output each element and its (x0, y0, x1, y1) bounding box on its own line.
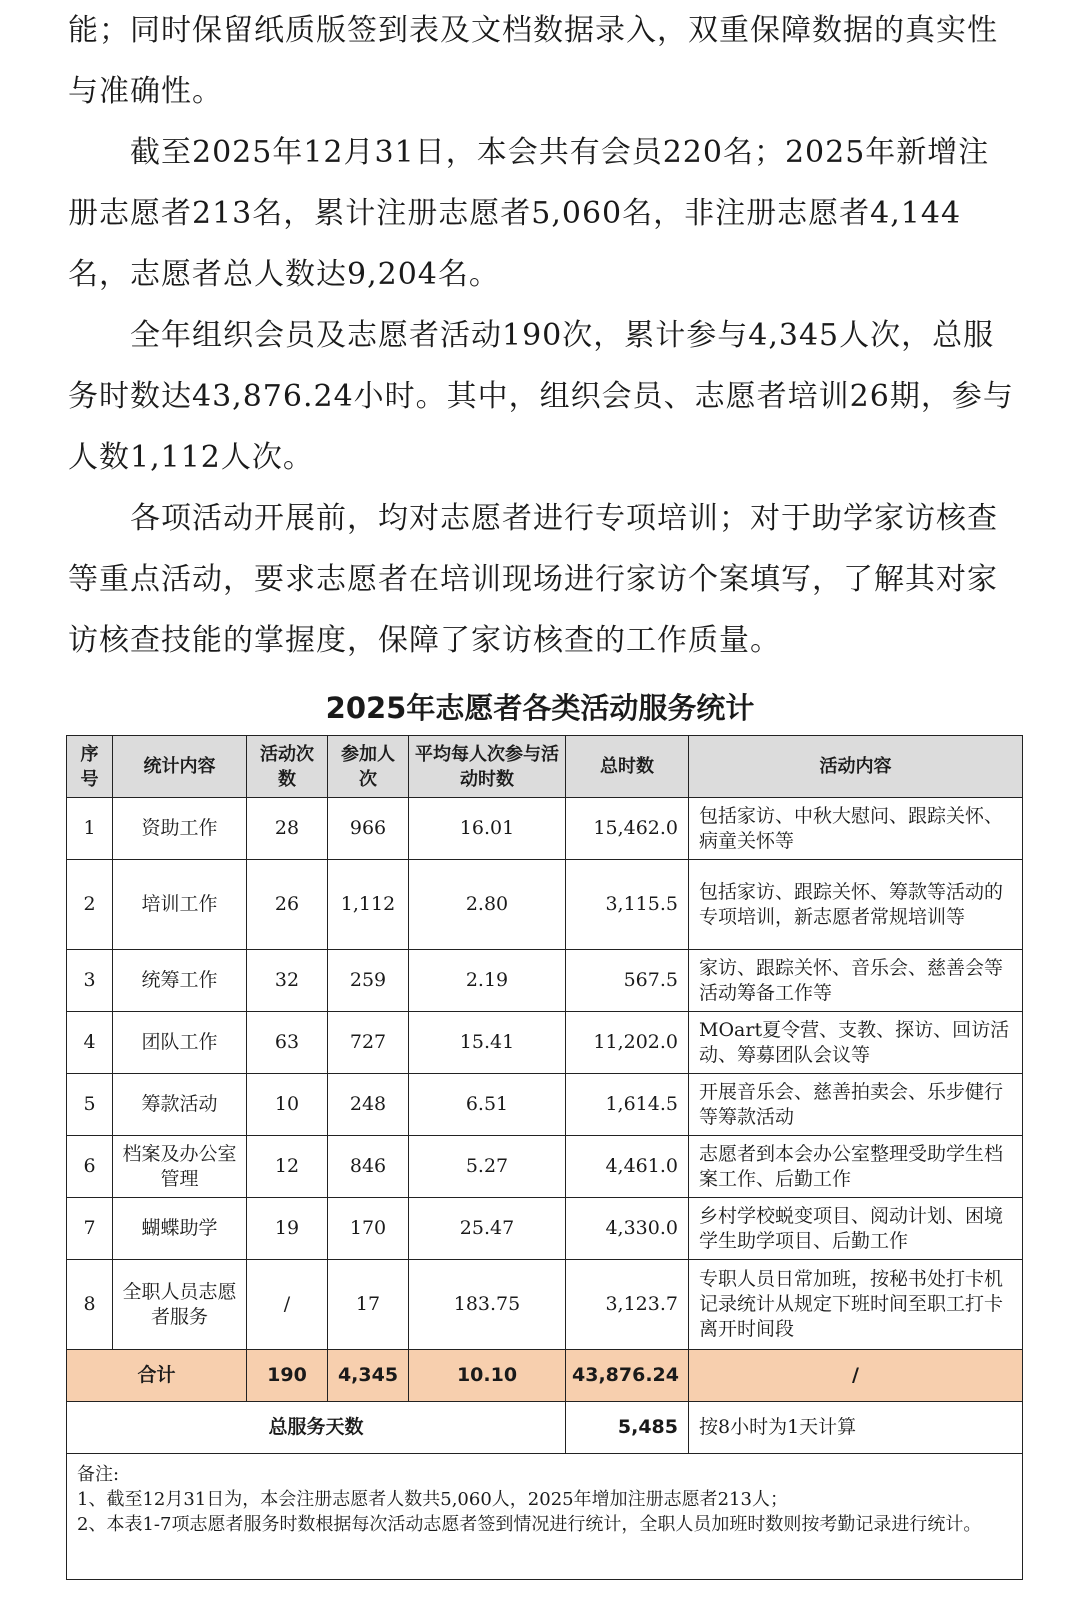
total-hours: 43,876.24 (566, 1350, 689, 1402)
table-title: 2025年志愿者各类活动服务统计 (325, 691, 755, 725)
cell-hours: 4,461.0 (566, 1136, 689, 1198)
total-people: 4,345 (328, 1350, 409, 1402)
cell-hours: 11,202.0 (566, 1012, 689, 1074)
cell-count: 32 (247, 950, 328, 1012)
cell-no: 8 (67, 1260, 113, 1350)
cell-no: 1 (67, 798, 113, 860)
statistics-table (66, 735, 1023, 1580)
cell-avg: 15.41 (409, 1012, 566, 1074)
cell-avg: 25.47 (409, 1198, 566, 1260)
cell-content: 家访、跟踪关怀、音乐会、慈善会等活动筹备工作等 (689, 950, 1023, 1012)
total-count: 190 (247, 1350, 328, 1402)
note-line-2: 2、本表1-7项志愿者服务时数根据每次活动志愿者签到情况进行统计，全职人员加班时数则按考勤记录进行统计。 (77, 1514, 982, 1535)
cell-item: 培训工作 (113, 860, 247, 950)
cell-count: 26 (247, 860, 328, 950)
notes-cell (67, 1454, 1023, 1580)
header-hours: 总时数 (566, 736, 689, 798)
table-header-row (67, 736, 1023, 798)
cell-count: 10 (247, 1074, 328, 1136)
cell-item: 团队工作 (113, 1012, 247, 1074)
table-row (67, 1012, 1023, 1074)
total-content: / (689, 1350, 1023, 1402)
cell-count: / (247, 1260, 328, 1350)
cell-avg: 2.80 (409, 860, 566, 950)
header-count: 活动次数 (247, 736, 328, 798)
cell-item: 筹款活动 (113, 1074, 247, 1136)
cell-people: 727 (328, 1012, 409, 1074)
header-no: 序号 (67, 736, 113, 798)
cell-item: 蝴蝶助学 (113, 1198, 247, 1260)
total-row (67, 1350, 1023, 1402)
table-row (67, 1074, 1023, 1136)
table-row (67, 950, 1023, 1012)
cell-count: 12 (247, 1136, 328, 1198)
note-line-1: 1、截至12月31日为，本会注册志愿者人数共5,060人，2025年增加注册志愿者213人； (77, 1489, 788, 1510)
cell-item: 资助工作 (113, 798, 247, 860)
cell-people: 259 (328, 950, 409, 1012)
cell-no: 5 (67, 1074, 113, 1136)
notes-title: 备注: (77, 1464, 120, 1485)
table-row (67, 860, 1023, 950)
cell-avg: 6.51 (409, 1074, 566, 1136)
cell-hours: 3,123.7 (566, 1260, 689, 1350)
cell-content: 包括家访、中秋大慰问、跟踪关怀、病童关怀等 (689, 798, 1023, 860)
cell-item: 档案及办公室管理 (113, 1136, 247, 1198)
cell-hours: 4,330.0 (566, 1198, 689, 1260)
cell-content: 志愿者到本会办公室整理受助学生档案工作、后勤工作 (689, 1136, 1023, 1198)
service-days-value: 5,485 (566, 1402, 689, 1454)
paragraph-training: 各项活动开展前，均对志愿者进行专项培训；对于助学家访核查等重点活动，要求志愿者在培训现场进行家访个案填写，了解其对家访核查技能的掌握度，保障了家访核查的工作质量。 (68, 501, 998, 658)
cell-content: 开展音乐会、慈善拍卖会、乐步健行等筹款活动 (689, 1074, 1023, 1136)
cell-avg: 5.27 (409, 1136, 566, 1198)
cell-content: 乡村学校蜕变项目、阅动计划、困境学生助学项目、后勤工作 (689, 1198, 1023, 1260)
cell-no: 7 (67, 1198, 113, 1260)
cell-people: 846 (328, 1136, 409, 1198)
cell-content: 专职人员日常加班，按秘书处打卡机记录统计从规定下班时间至职工打卡离开时间段 (689, 1260, 1023, 1350)
table-row (67, 798, 1023, 860)
paragraph-activities: 全年组织会员及志愿者活动190次，累计参与4,345人次，总服务时数达43,876.24小时。其中，组织会员、志愿者培训26期，参与人数1,112人次。 (68, 318, 1014, 475)
cell-avg: 183.75 (409, 1260, 566, 1350)
cell-hours: 3,115.5 (566, 860, 689, 950)
cell-people: 1,112 (328, 860, 409, 950)
cell-no: 2 (67, 860, 113, 950)
cell-count: 28 (247, 798, 328, 860)
total-avg: 10.10 (409, 1350, 566, 1402)
table-row (67, 1136, 1023, 1198)
notes-row (67, 1454, 1023, 1580)
cell-avg: 2.19 (409, 950, 566, 1012)
table-row (67, 1260, 1023, 1350)
header-item: 统计内容 (113, 736, 247, 798)
table-row (67, 1198, 1023, 1260)
cell-no: 3 (67, 950, 113, 1012)
paragraph-continued: 能；同时保留纸质版签到表及文档数据录入，双重保障数据的真实性与准确性。 (68, 13, 998, 109)
cell-content: MOart夏令营、支教、探访、回访活动、筹募团队会议等 (689, 1012, 1023, 1074)
cell-avg: 16.01 (409, 798, 566, 860)
cell-people: 170 (328, 1198, 409, 1260)
service-days-row (67, 1402, 1023, 1454)
cell-no: 4 (67, 1012, 113, 1074)
header-content: 活动内容 (689, 736, 1023, 798)
cell-count: 19 (247, 1198, 328, 1260)
cell-count: 63 (247, 1012, 328, 1074)
cell-item: 统筹工作 (113, 950, 247, 1012)
cell-people: 966 (328, 798, 409, 860)
cell-content: 包括家访、跟踪关怀、筹款等活动的专项培训，新志愿者常规培训等 (689, 860, 1023, 950)
header-avg: 平均每人次参与活动时数 (409, 736, 566, 798)
service-days-label: 总服务天数 (67, 1402, 566, 1454)
cell-no: 6 (67, 1136, 113, 1198)
cell-item: 全职人员志愿者服务 (113, 1260, 247, 1350)
service-days-note: 按8小时为1天计算 (689, 1402, 1023, 1454)
header-people: 参加人次 (328, 736, 409, 798)
cell-hours: 1,614.5 (566, 1074, 689, 1136)
cell-hours: 15,462.0 (566, 798, 689, 860)
total-label: 合计 (67, 1350, 247, 1402)
cell-people: 248 (328, 1074, 409, 1136)
cell-people: 17 (328, 1260, 409, 1350)
paragraph-membership: 截至2025年12月31日，本会共有会员220名；2025年新增注册志愿者213名，累计注册志愿者5,060名，非注册志愿者4,144名，志愿者总人数达9,204名。 (68, 135, 990, 292)
cell-hours: 567.5 (566, 950, 689, 1012)
